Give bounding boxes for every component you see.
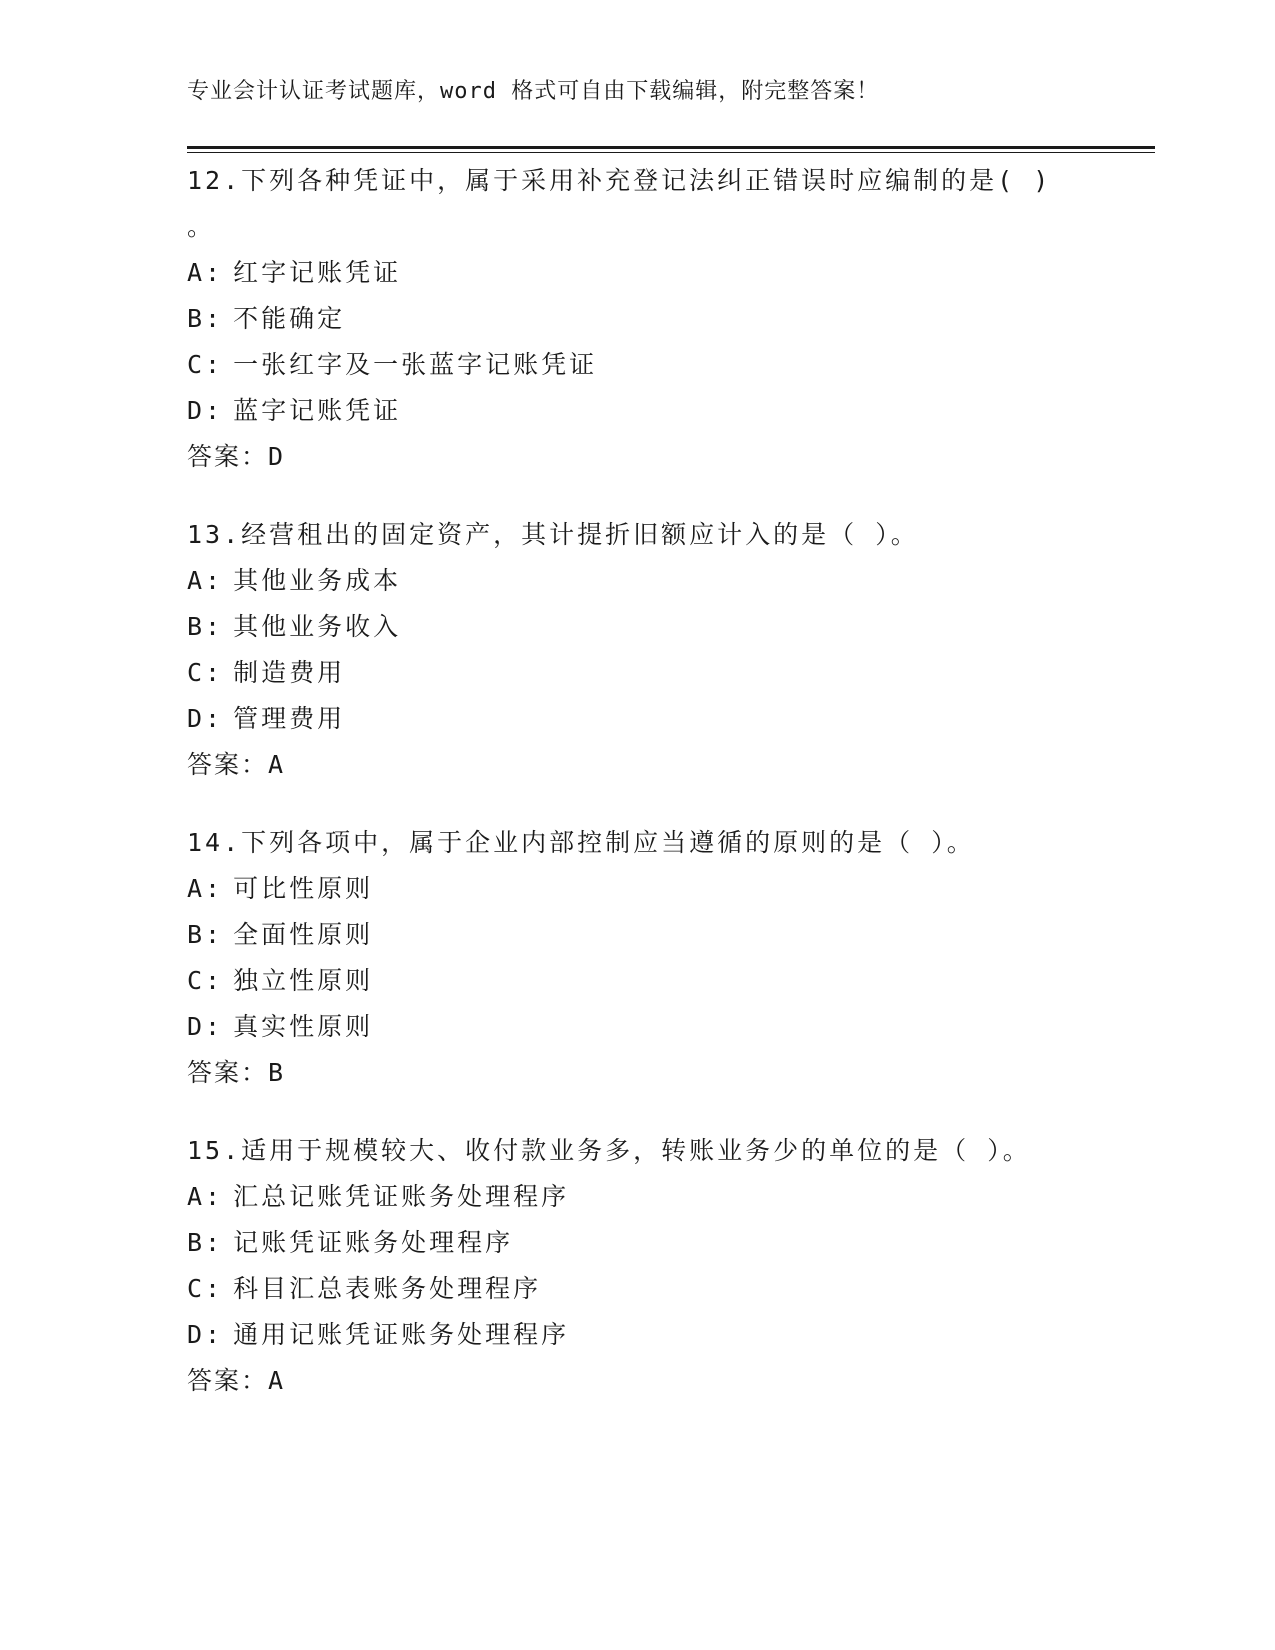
- option-letter: A:: [187, 874, 224, 903]
- option-text: 不能确定: [233, 304, 346, 333]
- option-d: [187, 1312, 1155, 1358]
- answer-value: A: [268, 1366, 286, 1395]
- option-letter: B:: [187, 1228, 224, 1257]
- answer-label: 答案：: [187, 1366, 269, 1395]
- option-text: 管理费用: [233, 704, 346, 733]
- question-stem: 12.下列各种凭证中，属于采用补充登记法纠正错误时应编制的是( ): [187, 166, 1052, 195]
- option-d: [187, 1004, 1155, 1050]
- option-a: [187, 250, 1155, 296]
- question-stem-continuation: 。: [187, 212, 213, 241]
- option-text: 可比性原则: [233, 874, 374, 903]
- option-a: [187, 866, 1155, 912]
- option-text: 记账凭证账务处理程序: [233, 1228, 514, 1257]
- answer-line: [187, 742, 1155, 788]
- answer-line: [187, 1050, 1155, 1096]
- option-b: [187, 1220, 1155, 1266]
- option-c: [187, 1266, 1155, 1312]
- header-rule-thick: [187, 146, 1155, 149]
- option-text: 独立性原则: [233, 966, 374, 995]
- option-letter: C:: [187, 350, 224, 379]
- option-c: [187, 342, 1155, 388]
- option-text: 一张红字及一张蓝字记账凭证: [233, 350, 598, 379]
- option-b: [187, 296, 1155, 342]
- answer-value: A: [268, 750, 286, 779]
- option-letter: A:: [187, 566, 224, 595]
- option-text: 其他业务成本: [233, 566, 402, 595]
- answer-value: D: [268, 442, 286, 471]
- option-d: [187, 696, 1155, 742]
- question-14: [187, 820, 1155, 1096]
- answer-line: [187, 434, 1155, 480]
- question-12: [187, 158, 1155, 480]
- answer-value: B: [268, 1058, 286, 1087]
- option-letter: D:: [187, 1012, 224, 1041]
- option-letter: D:: [187, 704, 224, 733]
- option-letter: B:: [187, 920, 224, 949]
- option-letter: C:: [187, 966, 224, 995]
- option-letter: C:: [187, 658, 224, 687]
- option-text: 真实性原则: [233, 1012, 374, 1041]
- option-text: 制造费用: [233, 658, 346, 687]
- option-a: [187, 558, 1155, 604]
- option-letter: D:: [187, 1320, 224, 1349]
- question-15: [187, 1128, 1155, 1404]
- option-letter: A:: [187, 258, 224, 287]
- question-13: [187, 512, 1155, 788]
- option-b: [187, 912, 1155, 958]
- option-d: [187, 388, 1155, 434]
- option-text: 其他业务收入: [233, 612, 402, 641]
- option-letter: C:: [187, 1274, 224, 1303]
- header-rule-thin: [187, 152, 1155, 153]
- option-letter: D:: [187, 396, 224, 425]
- option-text: 科目汇总表账务处理程序: [233, 1274, 542, 1303]
- question-list: [187, 158, 1155, 1436]
- option-text: 蓝字记账凭证: [233, 396, 402, 425]
- answer-label: 答案：: [187, 1058, 269, 1087]
- option-text: 汇总记账凭证账务处理程序: [233, 1182, 570, 1211]
- question-stem: 13.经营租出的固定资产，其计提折旧额应计入的是（ ）。: [187, 520, 919, 549]
- answer-line: [187, 1358, 1155, 1404]
- option-b: [187, 604, 1155, 650]
- header-note: 专业会计认证考试题库，word 格式可自由下载编辑，附完整答案！: [187, 79, 880, 104]
- option-letter: B:: [187, 304, 224, 333]
- option-c: [187, 650, 1155, 696]
- option-a: [187, 1174, 1155, 1220]
- question-stem: 14.下列各项中，属于企业内部控制应当遵循的原则的是（ ）。: [187, 828, 975, 857]
- answer-label: 答案：: [187, 442, 269, 471]
- option-text: 全面性原则: [233, 920, 374, 949]
- option-letter: B:: [187, 612, 224, 641]
- answer-label: 答案：: [187, 750, 269, 779]
- option-c: [187, 958, 1155, 1004]
- option-text: 红字记账凭证: [233, 258, 402, 287]
- question-stem: 15.适用于规模较大、收付款业务多，转账业务少的单位的是（ ）。: [187, 1136, 1031, 1165]
- option-letter: A:: [187, 1182, 224, 1211]
- option-text: 通用记账凭证账务处理程序: [233, 1320, 570, 1349]
